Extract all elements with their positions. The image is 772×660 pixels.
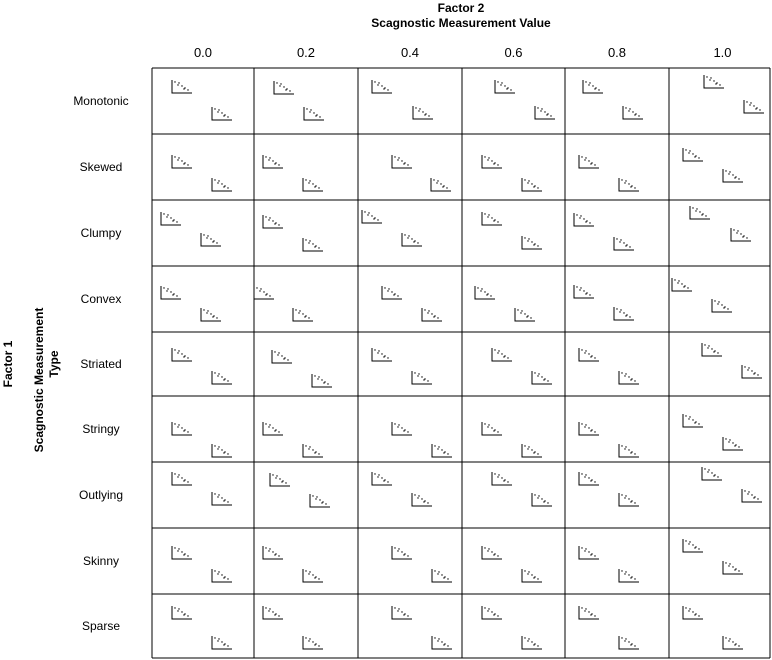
- mini-scatter-icon: [623, 106, 643, 119]
- mini-scatter-icon: [254, 286, 274, 299]
- mini-scatter-icon: [212, 636, 232, 649]
- mini-scatter-icon: [172, 606, 192, 619]
- row-label: Skinny: [82, 554, 120, 568]
- mini-scatter-icon: [372, 472, 392, 485]
- row-label: Skewed: [79, 160, 123, 174]
- row-label: Striated: [80, 357, 122, 371]
- mini-scatter-icon: [731, 228, 751, 241]
- column-label: 0.4: [400, 45, 420, 60]
- mini-scatter-icon: [532, 371, 552, 384]
- mini-scatter-icon: [672, 278, 692, 291]
- mini-scatter-icon: [619, 371, 639, 384]
- mini-scatter-icon: [392, 606, 412, 619]
- mini-scatter-icon: [201, 233, 221, 246]
- left-axis-title-line2b: Type: [47, 350, 61, 378]
- mini-scatter-icon: [413, 106, 433, 119]
- mini-scatter-icon: [522, 569, 542, 582]
- mini-scatter-icon: [161, 212, 181, 225]
- column-label: 0.6: [504, 45, 523, 60]
- mini-scatter-icon: [574, 285, 594, 298]
- mini-scatter-icon: [412, 371, 432, 384]
- mini-scatter-icon: [392, 546, 412, 559]
- mini-scatter-icon: [619, 636, 639, 649]
- mini-scatter-icon: [614, 237, 634, 250]
- mini-scatter-icon: [723, 437, 743, 450]
- mini-scatter-icon: [683, 148, 703, 161]
- mini-scatter-icon: [172, 80, 192, 93]
- mini-scatter-icon: [303, 238, 323, 251]
- mini-scatter-icon: [263, 155, 283, 168]
- mini-scatter-icon: [683, 414, 703, 427]
- mini-scatter-icon: [304, 107, 324, 120]
- mini-scatter-icon: [422, 308, 442, 321]
- mini-scatter-icon: [212, 107, 232, 120]
- mini-scatter-icon: [579, 472, 599, 485]
- column-label: 0.2: [296, 45, 316, 60]
- mini-scatter-icon: [212, 444, 232, 457]
- mini-scatter-icon: [172, 348, 192, 361]
- column-label: 0.0: [193, 45, 213, 60]
- mini-scatter-icon: [723, 636, 743, 649]
- mini-scatter-icon: [522, 178, 542, 191]
- mini-scatter-icon: [619, 493, 639, 506]
- left-axis-title-line1: Factor 1: [1, 340, 15, 388]
- mini-scatter-icon: [579, 155, 599, 168]
- mini-scatter-icon: [212, 569, 232, 582]
- mini-scatter-icon: [274, 81, 294, 94]
- row-label: Clumpy: [80, 226, 122, 240]
- mini-scatter-icon: [263, 215, 283, 228]
- mini-scatter-icon: [402, 233, 422, 246]
- mini-scatter-icon: [303, 178, 323, 191]
- row-label: Outlying: [78, 488, 124, 502]
- mini-scatter-icon: [574, 213, 594, 226]
- mini-scatter-icon: [683, 539, 703, 552]
- mini-scatter-icon: [583, 80, 603, 93]
- mini-scatter-icon: [172, 422, 192, 435]
- mini-scatter-icon: [690, 206, 710, 219]
- top-axis-title-line2: Scagnostic Measurement Value: [371, 16, 551, 30]
- mini-scatter-icon: [431, 178, 451, 191]
- mini-scatter-icon: [432, 444, 452, 457]
- mini-scatter-icon: [272, 350, 292, 363]
- mini-scatter-icon: [372, 80, 392, 93]
- mini-scatter-icon: [579, 422, 599, 435]
- column-label: 1.0: [713, 45, 732, 60]
- mini-scatter-icon: [619, 569, 639, 582]
- mini-scatter-icon: [172, 472, 192, 485]
- mini-scatter-icon: [522, 636, 542, 649]
- mini-scatter-icon: [172, 546, 192, 559]
- mini-scatter-icon: [412, 493, 432, 506]
- mini-scatter-icon: [263, 546, 283, 559]
- mini-scatter-icon: [475, 286, 495, 299]
- mini-scatter-icon: [579, 348, 599, 361]
- mini-scatter-icon: [702, 343, 722, 356]
- mini-scatter-icon: [614, 307, 634, 320]
- mini-scatter-icon: [704, 75, 724, 88]
- mini-scatter-icon: [515, 308, 535, 321]
- mini-scatter-icon: [212, 492, 232, 505]
- mini-scatter-icon: [270, 473, 290, 486]
- mini-scatter-icon: [712, 299, 732, 312]
- mini-scatter-icon: [212, 178, 232, 191]
- mini-scatter-icon: [683, 606, 703, 619]
- mini-scatter-icon: [482, 546, 502, 559]
- column-labels: [194, 45, 732, 60]
- mini-scatter-icon: [482, 212, 502, 225]
- mini-scatter-icon: [532, 493, 552, 506]
- mini-scatter-icon: [201, 308, 221, 321]
- mini-scatter-icon: [482, 422, 502, 435]
- mini-scatter-icon: [303, 636, 323, 649]
- mini-scatter-icon: [535, 106, 555, 119]
- mini-scatter-icon: [744, 100, 764, 113]
- mini-scatter-icon: [619, 178, 639, 191]
- mini-scatter-icon: [723, 561, 743, 574]
- mini-scatter-icon: [312, 374, 332, 387]
- mini-scatter-icon: [432, 569, 452, 582]
- mini-scatter-icon: [579, 606, 599, 619]
- mini-scatter-icon: [492, 348, 512, 361]
- row-label: Sparse: [81, 619, 121, 633]
- mini-scatter-icon: [392, 155, 412, 168]
- mini-scatter-icon: [303, 569, 323, 582]
- row-labels: [73, 94, 128, 633]
- mini-scatter-icon: [742, 365, 762, 378]
- mini-scatter-icon: [212, 371, 232, 384]
- mini-scatter-icon: [495, 80, 515, 93]
- mini-scatter-icon: [382, 286, 402, 299]
- mini-scatter-icon: [263, 422, 283, 435]
- mini-scatter-icon: [310, 494, 330, 507]
- column-label: 0.8: [607, 45, 627, 60]
- mini-scatter-icon: [392, 422, 412, 435]
- mini-scatter-icon: [263, 606, 283, 619]
- mini-scatter-icon: [303, 444, 323, 457]
- mini-scatter-icon: [492, 472, 512, 485]
- row-label: Monotonic: [73, 94, 129, 108]
- mini-scatter-icon: [482, 155, 502, 168]
- mini-scatter-icon: [293, 308, 313, 321]
- mini-scatter-icon: [432, 636, 452, 649]
- mini-scatter-icon: [482, 606, 502, 619]
- mini-scatter-icon: [742, 489, 762, 502]
- mini-scatter-icon: [362, 210, 382, 223]
- mini-scatter-icon: [579, 546, 599, 559]
- mini-scatter-icon: [702, 467, 722, 480]
- row-label: Convex: [80, 292, 122, 306]
- mini-scatter-icon: [172, 155, 192, 168]
- matrix-cells: [152, 68, 770, 658]
- mini-scatter-icon: [723, 169, 743, 182]
- top-axis-title-line1: Factor 2: [437, 1, 485, 15]
- mini-scatter-icon: [522, 236, 542, 249]
- left-axis-title-line2a: Scagnostic Measurement: [32, 307, 46, 453]
- mini-scatter-icon: [161, 286, 181, 299]
- mini-scatter-icon: [372, 348, 392, 361]
- mini-scatter-icon: [522, 444, 542, 457]
- mini-scatter-icon: [619, 444, 639, 457]
- row-label: Stringy: [82, 422, 120, 436]
